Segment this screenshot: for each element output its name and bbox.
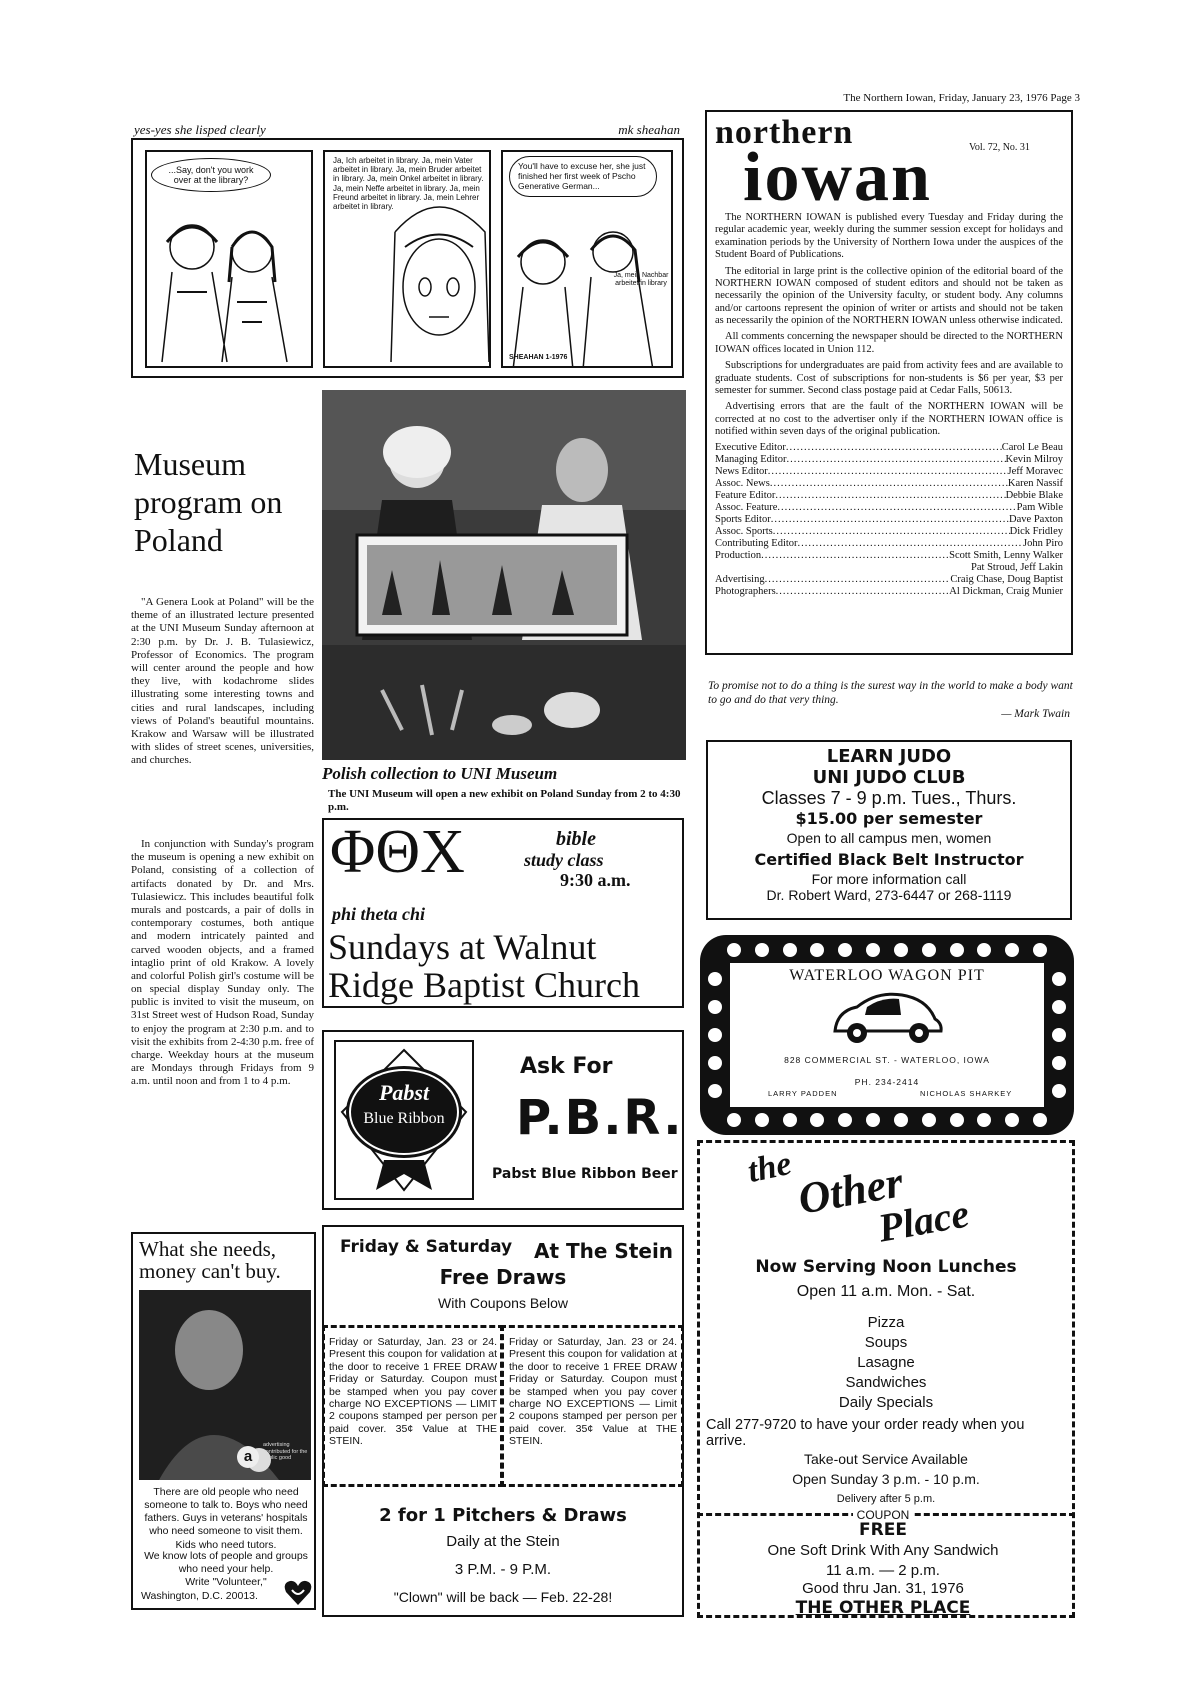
masthead-para-2: The editorial in large print is the collective opinion of the editorial board of the NORTHERN IOWAN composed of student editors and should not be taken as necessarily the opinion of the University faculty, or student body. Any columns and/or cartoons represent the opinion of writer or artists and should not be taken as necessarily the opinion of the NORTHERN IOWAN unless otherwise indicated. — [715, 265, 1063, 326]
judo-line-6: Certified Black Belt Instructor — [754, 850, 1024, 869]
comic-title: yes-yes she lisped clearly — [134, 122, 266, 137]
judo-line-1: LEARN JUDO — [826, 746, 952, 767]
staff-row: Contributing Editor ..... John Piro — [715, 538, 1063, 550]
menu-item: Soups — [864, 1334, 908, 1351]
study-label: study class — [524, 850, 604, 870]
ad-council-icon: a — [237, 1446, 259, 1468]
other-place-ad — [697, 1140, 1075, 1618]
other-place-l2: Open 11 a.m. Mon. - Sat. — [796, 1283, 976, 1300]
volume-number: Vol. 72, No. 31 — [969, 142, 1030, 153]
staff-row: Executive Editor ..... Carol Le Beau — [715, 442, 1063, 454]
masthead-para-4: Subscriptions for undergraduates are paid from activity fees and are available to graduate students. Cost of subscriptions for non-students is $6 per year, $3 per semester for summer. Second class postage paid at Cedar Falls, 50613. — [715, 360, 1063, 396]
staff-row: Feature Editor ..... Debbie Blake — [715, 490, 1063, 502]
judo-line-4: $15.00 per semester — [795, 809, 983, 828]
photo-caption-title: Polish collection to UNI Museum — [322, 764, 558, 783]
speech-bubble-3: You'll have to excuse her, she just finished her first week of Pscho Generative German... — [509, 156, 657, 197]
vw-beetle-icon — [827, 989, 947, 1049]
coupon-text: Friday or Saturday, Jan. 23 or 24. Present this coupon for validation at the door to receive 1 FREE DRAW Friday or Saturday. Coupon must be stamped when you pay cover charge NO EXCEPTIONS — Limit 2 coupons stamped per person per paid cover. 35¢ Value at THE STEIN. — [509, 1336, 677, 1447]
menu-item: Sandwiches — [845, 1374, 927, 1391]
stein-hours: 3 P.M. - 9 P.M. — [454, 1561, 552, 1578]
masthead-iowan: iowan — [743, 139, 932, 216]
masthead-para-1: The NORTHERN IOWAN is published every Tuesday and Friday during the regular academic year, weekly during the summer session except for holidays and examination periods by the University of Northern Iowa under the auspices of the Student Board of Publications. — [715, 212, 1063, 261]
running-head: The Northern Iowan, Friday, January 23, 1976 Page 3 — [843, 92, 1080, 104]
staff-row: Managing Editor ..... Kevin Milroy — [715, 454, 1063, 466]
stein-ad — [322, 1225, 684, 1617]
judo-line-8: Dr. Robert Ward, 273-6447 or 268-1119 — [766, 887, 1012, 903]
staff-row: Production ..... Scott Smith, Lenny Walker — [715, 550, 1063, 562]
volunteer-photo — [139, 1290, 311, 1480]
other-place-logo-2: Other — [794, 1157, 907, 1224]
pbr-ad — [322, 1030, 684, 1210]
article-paragraph-1: "A Genera Look at Poland" will be the theme of an illustrated lecture presented at the UNI Museum Sunday afternoon at 2:30 p.m. by Dr. J. B. Tulasiewicz, Professor of Economics. The program will center around the people and how they live, with kodachrome slides illustrating some interesting towns and cities and rural landscapes, including views of Poland's beautiful mountains. Krakow and Warsaw will be illustrated with slides of street scenes, universities, and churches. — [131, 596, 314, 767]
phi-line-1: Sundays at Walnut — [328, 927, 597, 967]
photo-image — [322, 390, 686, 760]
comic-panel-3 — [501, 150, 673, 368]
coupon-free: FREE — [859, 1520, 907, 1540]
stein-location: At The Stein — [534, 1239, 674, 1263]
volunteer-address: Washington, D.C. 20013. — [141, 1590, 258, 1602]
other-place-delivery: Delivery after 5 p.m. — [836, 1493, 936, 1505]
stein-clown: "Clown" will be back — Feb. 22-28! — [393, 1589, 613, 1605]
wagon-pit-address: 828 COMMERCIAL ST. - WATERLOO, IOWA — [784, 1055, 990, 1065]
volunteer-headline-1: What she needs, — [139, 1237, 277, 1261]
staff-row: Sports Editor ..... Dave Paxton — [715, 514, 1063, 526]
shirt-text: Ja, mein Nachbar arbeitet in library — [613, 272, 669, 287]
stein-coupon-2[interactable] — [500, 1325, 684, 1487]
menu-item: Pizza — [867, 1314, 905, 1331]
pbr-logo-bottom: Blue Ribbon — [363, 1110, 445, 1127]
comic-panel-2 — [323, 150, 491, 368]
menu-item: Daily Specials — [838, 1394, 934, 1411]
staff-row: Pat Stroud, Jeff Lakin — [971, 562, 1063, 574]
other-place-l1: Now Serving Noon Lunches — [755, 1257, 1017, 1277]
comic-face — [385, 192, 491, 368]
ad-council-text: advertising contributed for the public good — [263, 1442, 308, 1462]
pbr-full: Pabst Blue Ribbon Beer — [492, 1166, 678, 1182]
coupon-text: Friday or Saturday, Jan. 23 or 24. Present this coupon for validation at the door to receive 1 FREE DRAW Friday or Saturday. Coupon must be stamped when you pay cover charge NO EXCEPTIONS — LIMIT 2 coupons stamped per person per paid cover. 35¢ Value at THE STEIN. — [329, 1336, 497, 1447]
comic-figures — [147, 212, 313, 368]
stein-daily: Daily at the Stein — [446, 1533, 560, 1550]
pbr-logo — [334, 1040, 474, 1200]
staff-list — [715, 442, 1063, 598]
greek-letters: ΦΘΧ — [330, 818, 465, 886]
coupon-hours: 11 a.m. — 2 p.m. — [826, 1562, 940, 1579]
coupon-good-thru: Good thru Jan. 31, 1976 — [802, 1580, 964, 1597]
dot-border-right — [1052, 965, 1066, 1105]
volunteer-headline-2: money can't buy. — [139, 1259, 281, 1283]
judo-ad — [706, 740, 1072, 920]
article-headline: Museum program on Poland — [134, 446, 283, 558]
heart-icon — [283, 1578, 313, 1608]
judo-line-2: UNI JUDO CLUB — [812, 767, 966, 788]
comic-signature: SHEAHAN 1-1976 — [509, 354, 568, 361]
museum-photo — [322, 390, 686, 760]
wagon-pit-owner-1: LARRY PADDEN — [768, 1089, 838, 1098]
judo-line-7: For more information call — [811, 871, 967, 887]
pbr-brand: P.B.R. — [516, 1090, 684, 1146]
other-place-takeout: Take-out Service Available — [804, 1451, 968, 1467]
staff-row: News Editor ..... Jeff Moravec — [715, 466, 1063, 478]
judo-line-5: Open to all campus men, women — [786, 830, 992, 846]
masthead-box — [705, 110, 1073, 655]
dot-border-top — [720, 943, 1054, 957]
other-place-logo-3: Place — [874, 1190, 973, 1251]
menu-item: Lasagne — [857, 1354, 915, 1371]
staff-row: Assoc. News ..... Karen Nassif — [715, 478, 1063, 490]
staff-row: Photographers ..... Al Dickman, Craig Munier — [715, 586, 1063, 598]
bible-label: bible — [556, 828, 596, 850]
coupon-drink: One Soft Drink With Any Sandwich — [767, 1542, 999, 1559]
phi-name: phi theta chi — [332, 904, 426, 924]
other-place-call: Call 277-9720 to have your order ready when you arrive. — [706, 1417, 1025, 1449]
comic-author: mk sheahan — [618, 122, 680, 137]
wagon-pit-owner-2: NICHOLAS SHARKEY — [920, 1089, 1013, 1098]
coupon-place-name: THE OTHER PLACE — [795, 1598, 971, 1618]
study-time: 9:30 a.m. — [560, 870, 631, 890]
quote-author: — Mark Twain — [1001, 708, 1070, 720]
speech-bubble: ...Say, don't you work over at the library? — [151, 158, 271, 192]
stein-coupon-1[interactable] — [322, 1325, 504, 1487]
masthead-para-5: Advertising errors that are the fault of the NORTHERN IOWAN will be corrected at no cost to the advertiser only if the NORTHERN IOWAN office is notified within seven days of the original publication. — [715, 401, 1063, 437]
other-place-coupon[interactable] — [697, 1508, 1075, 1618]
dot-border-left — [708, 965, 722, 1105]
dot-border-bottom — [720, 1113, 1054, 1127]
wagon-pit-inner — [730, 963, 1044, 1107]
wagon-pit-phone: PH. 234-2414 — [854, 1077, 920, 1087]
staff-row: Advertising ..... Craig Chase, Doug Baptist — [715, 574, 1063, 586]
volunteer-ad — [131, 1232, 316, 1610]
comic-strip — [131, 138, 684, 378]
photo-caption-text: The UNI Museum will open a new exhibit on Poland Sunday from 2 to 4:30 p.m. — [328, 788, 681, 813]
wagon-pit-ad — [700, 935, 1074, 1135]
pbr-logo-top: Pabst — [378, 1080, 430, 1105]
stein-with-coupons: With Coupons Below — [438, 1295, 568, 1311]
staff-row: Assoc. Feature ..... Pam Wible — [715, 502, 1063, 514]
pbr-ask: Ask For — [520, 1054, 613, 1079]
panel-2-text: Ja, Ich arbeitet in library. Ja, mein Vater arbeitet in library. Ja, mein Bruder arbeitet in library. Ja, mein Onkel arbeitet in library. Ja, mein Neffe arbeitet in library. Ja, mein Freund arbeitet in library. Ja, mein Lehrer arbeitet in library. — [333, 156, 484, 211]
masthead-para-3: All comments concerning the newspaper should be directed to the NORTHERN IOWAN offices located in Union 112. — [715, 331, 1063, 355]
volunteer-body: There are old people who need someone to talk to. Boys who need fathers. Guys in veterans' hospitals who need someone to visit them. Kids who need tutors. — [144, 1486, 308, 1551]
staff-row: Assoc. Sports ..... Dick Fridley — [715, 526, 1063, 538]
other-place-sunday: Open Sunday 3 p.m. - 10 p.m. — [792, 1471, 980, 1487]
volunteer-write: Write "Volunteer," — [185, 1576, 267, 1588]
stein-days: Friday & Saturday — [340, 1237, 513, 1257]
comic-figures-3 — [503, 222, 673, 368]
volunteer-body-2: We know lots of people and groups who need your help. — [144, 1550, 308, 1576]
other-place-logo-1: the — [744, 1144, 795, 1191]
stein-pitchers: 2 for 1 Pitchers & Draws — [379, 1505, 627, 1526]
comic-panel-1 — [145, 150, 313, 368]
menu-list — [700, 1313, 1072, 1413]
coupon-label: COUPON — [853, 1508, 914, 1522]
masthead-northern: northern — [715, 114, 854, 151]
stein-free-draws: Free Draws — [439, 1265, 567, 1289]
wagon-pit-name: WATERLOO WAGON PIT — [789, 967, 985, 984]
phi-theta-chi-ad — [322, 818, 684, 1008]
phi-line-2: Ridge Baptist Church — [328, 965, 640, 1005]
quote-text: To promise not to do a thing is the surest way in the world to make a body want to go and do that very thing. — [708, 680, 1073, 706]
judo-line-3: Classes 7 - 9 p.m. Tues., Thurs. — [761, 788, 1017, 808]
article-paragraph-2: In conjunction with Sunday's program the museum is opening a new exhibit on Poland, consisting of a collection of artifacts donated by Dr. and Mrs. Tulasiewicz. This includes beautiful folk murals and postcards, a pair of dolls in contemporary costumes, both antique and modern intricately painted and carved wooden objects, and a framed intaglio print of old Krakow. A lovely and colorful Polish girl's costume will be on special display Sunday only. The public is invited to visit the museum, on 31st Street west of Hudson Road, Sunday to enjoy the program at 2:30 p.m. and to visit the exhibits from 2-4:30 p.m. free of charge. Weekday hours at the museum are Mondays through Fridays from 9 a.m. until noon and from 1 to 4 p.m. — [131, 838, 315, 1088]
